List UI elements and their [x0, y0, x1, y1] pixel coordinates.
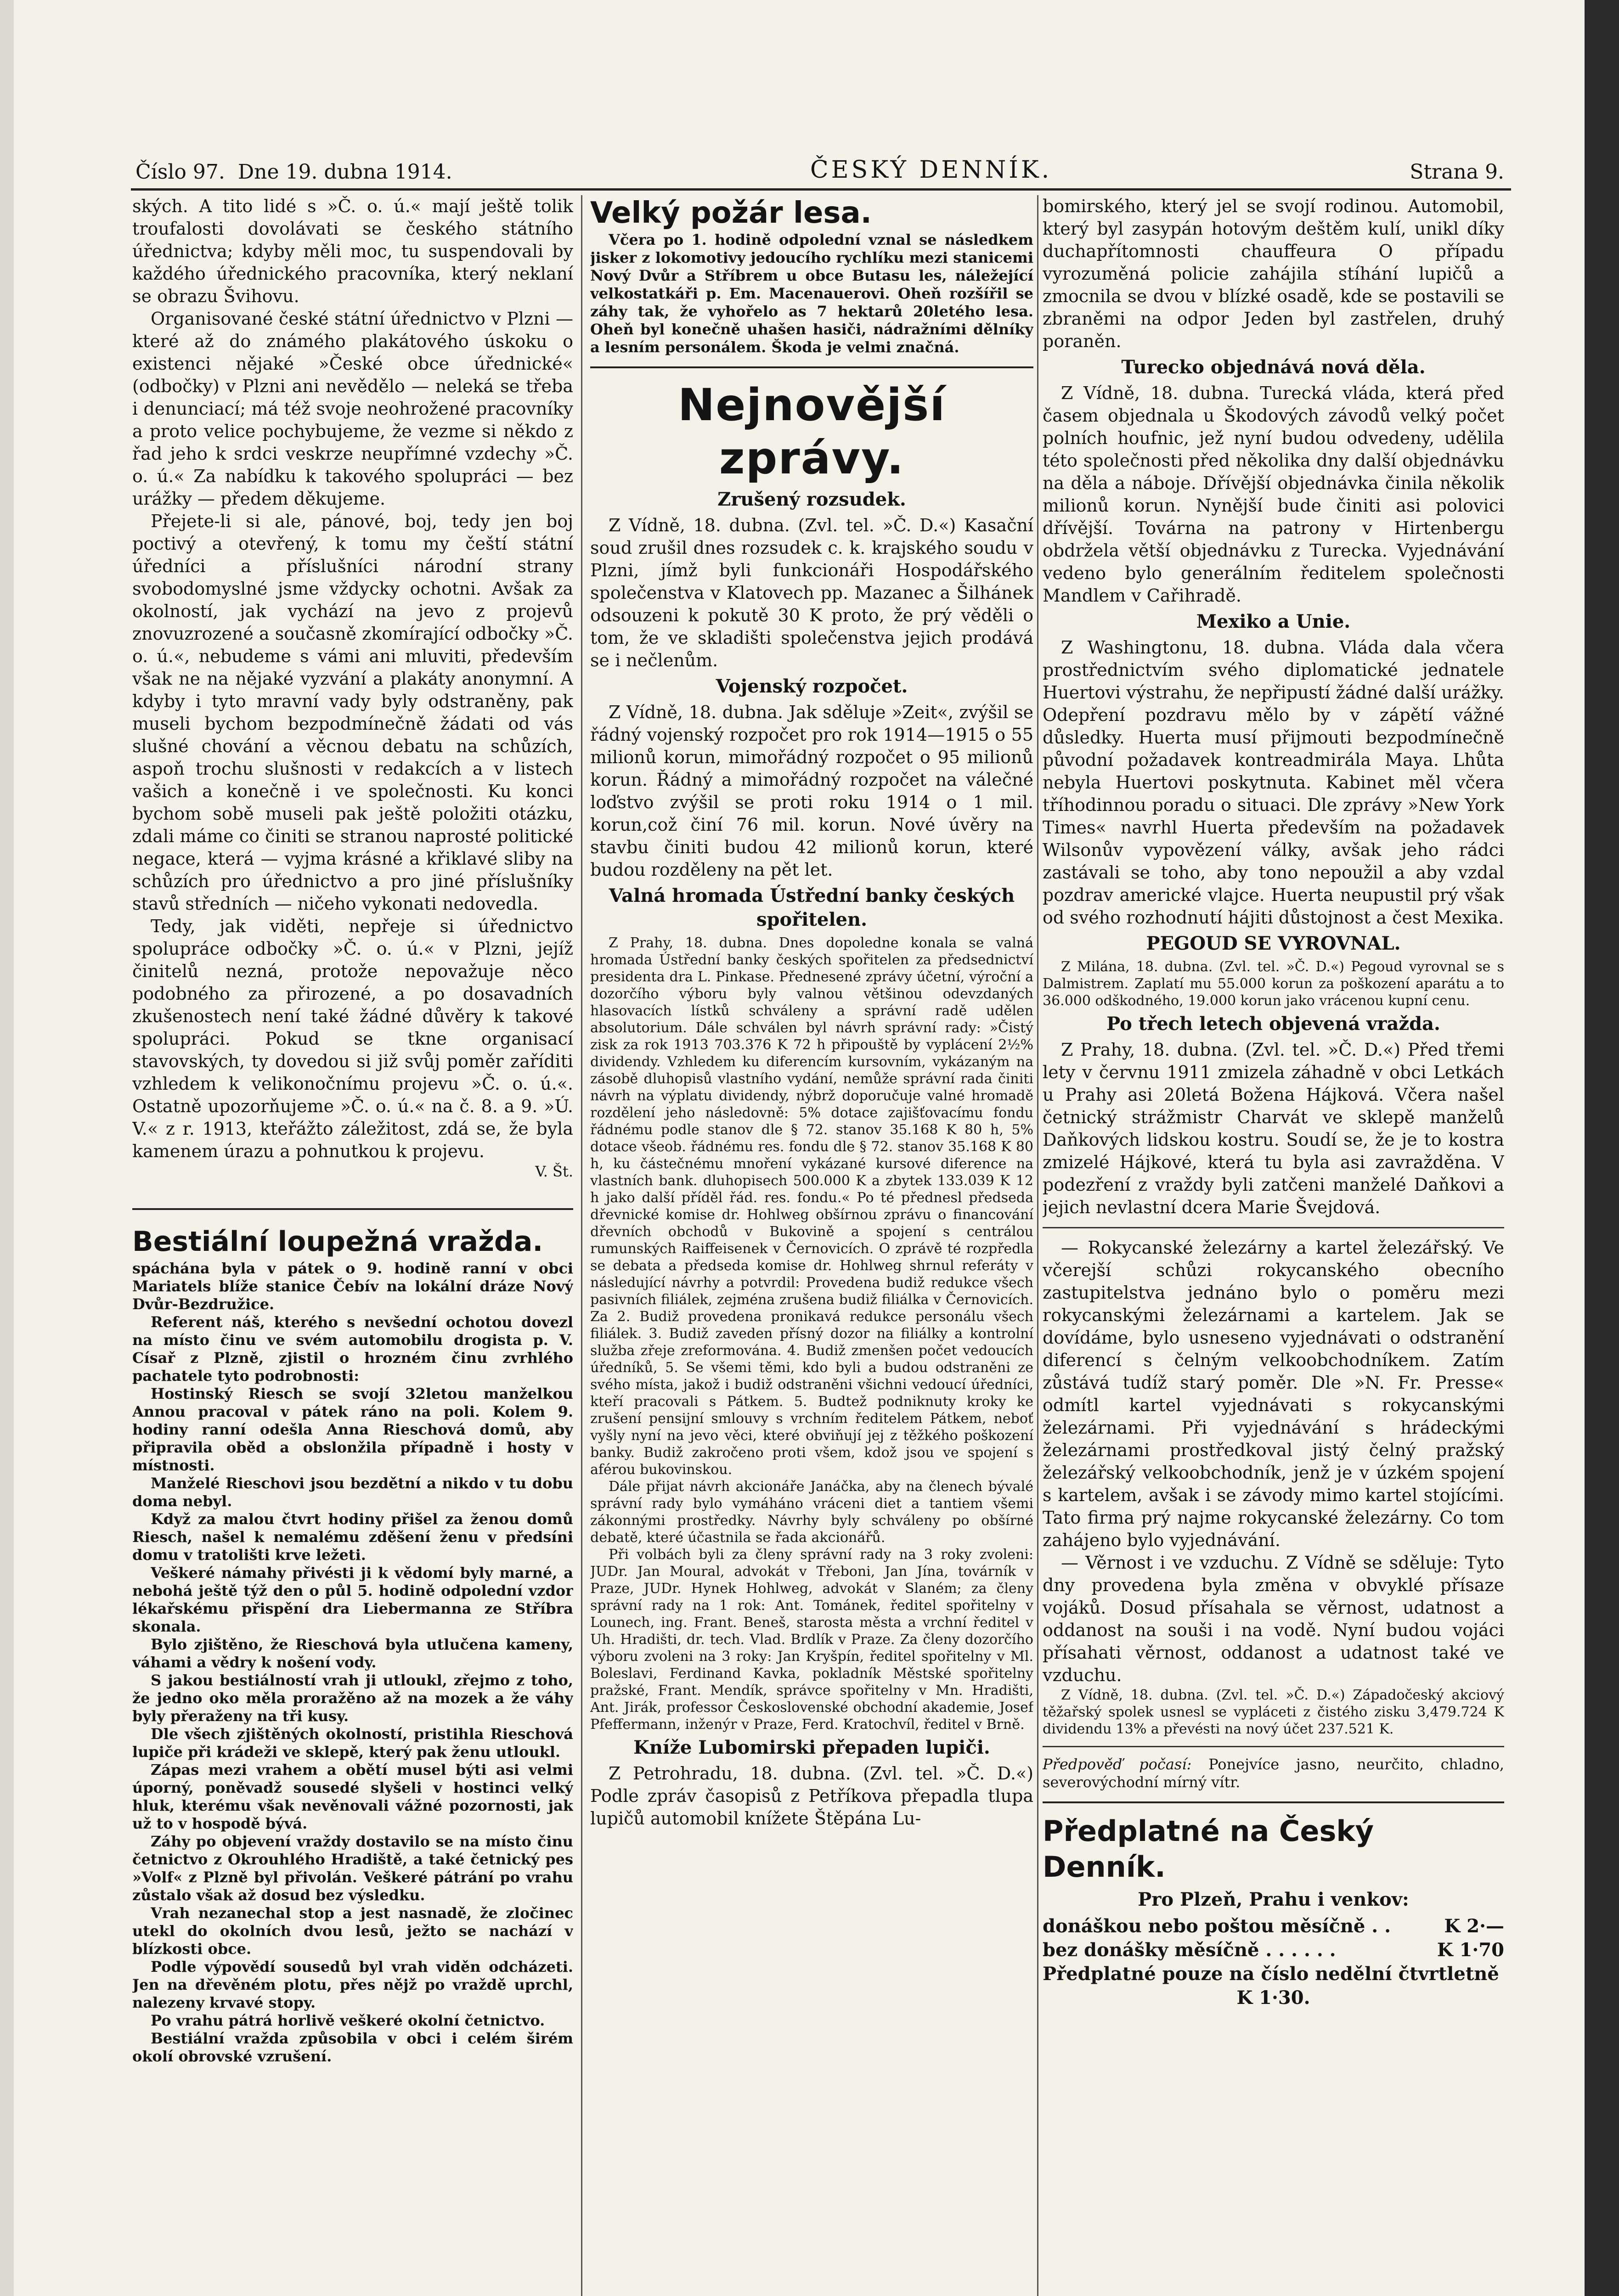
article-paragraph: Když za malou čtvrt hodiny přišel za ženou domů Riesch, našel k nemalému zděšení ženu v předsíni domu v tratolišti krve ležeti.	[132, 1510, 573, 1564]
subscription-price: K 2·—	[1444, 1915, 1504, 1937]
masthead-title: ČESKÝ DENNÍK.	[810, 156, 1052, 184]
subscription-row	[1043, 1914, 1504, 1938]
subhead-court: Zrušený rozsudek.	[717, 489, 906, 510]
article-paragraph: ských. A tito lidé s »Č. o. ú.« mají ještě tolik troufalosti dovolávati se českého státního úřednictva; kdyby měli moc, tu suspendovali by každého úřednického pracovníka, který neklaní se obrazu Švihovu.	[132, 196, 573, 306]
article-paragraph: Z Vídně, 18. dubna. (Zvl. tel. »Č. D.«) Západočeský akciový těžařský spolek usnesl se vypláceti z čistého zisku 3,479.724 K dividendu 13% a převésti na nový účet 237.521 K.	[1043, 1687, 1504, 1737]
section-rule	[132, 1208, 573, 1210]
column-rule-2	[1037, 195, 1038, 2296]
section-rule	[590, 366, 1033, 368]
subscription-where: Pro Plzeň, Prahu i venkov:	[1138, 1889, 1409, 1910]
article-paragraph: Z Prahy, 18. dubna. (Zvl. tel. »Č. D.«) Před třemi lety v červnu 1911 zmizela záhadně v obci Letkách u Prahy asi 20letá Božena Hájková. Včera našel četnický strážmistr Charvát ve sklepě manželů Daňkových lidskou kostru. Soudí se, že je to kostra zmizelé Hájkové, která tu byla asi zavražděna. V podezření z vraždy byli zatčeni manželé Daňkovi a jejich nevlastní dcera Marie Švejdová.	[1043, 1040, 1504, 1217]
article-paragraph: S jakou bestiálností vrah ji utloukl, zřejmo z toho, že jedno oko měla proražěno až na mozek a že váhy byly přeraženy na tři kusy.	[132, 1671, 573, 1725]
subhead-bank-meeting: Valná hromada Ústřední banky českých spořitelen.	[609, 885, 1015, 930]
article-paragraph: Z Prahy, 18. dubna. Dnes dopoledne konala se valná hromada Ústřední banky českých spořitelen za předsednictví presidenta dra L. Pinkase. Přednesené zprávy účetní, výroční a dozorčího výboru byly valnou většinou odevzdaných hlasovacích lístků schváleny a správní radě udělen absolutorium. Dále schválen byl návrh správní rady: »Čistý zisk za rok 1913 703.376 K 72 h připouště by vyplácení 2½% dividendy. Vzhledem ku diferencím kursovním, vykázaným na zásobě dluhopisů vlastního vydání, nemůže správní rada činiti návrh na výplatu dividendy, nýbrž doporučuje valné hromadě rozdělení jeho následovně: 5% dotace zajišťovacímu fondu řádnému podle stanov dle § 72. stanov 35.168 K 80 h, 5% dotace všeob. řádnému res. fondu dle § 72. stanov 35.168 K 80 h, ku částečnému mnoření vykázané kursové diference na vlastních bank. dluhopisech 500.000 K a zbytek 133.039 K 12 h jako další příděl řád. res. fondu.« Po té přednesl předseda dřevnické komise dr. Hohlweg obšírnou zprávu o financování dřevních obchodů v Bukovině a spojení s centrálou rumunských Raiffeisenek v Černovicích. O zprávě té rozpředla se debata a předseda komise dr. Hohlweg shrnul referáty v následující návrhy a potvrdil: Provedena budiž redukce všech pasivních filiálek, zejména zrušena budiž filiálka v Černovicích. Za 2. Budiž provedena pronikavá redukce personálu všech filiálek. 3. Budiž zaveden přísný dozor na filiálky a kontrolní služba zřeje zreformována. 4. Budiž zmenšen počet vedoucích úředníků, 5. Se všemi těmi, kdo byli a budou odstraněni ze svého místa, jakož i budiž odstraněni všichni vedoucí úředníci, kteří pracovali s Pátkem. 5. Budtež podniknuty kroky ke zrušení pensijní smlouvy s vrchním ředitelem Pátkem, neboť vyšly nyní na jevo věci, které obviňují jej z těžkého poškození banky. Budiž zakročeno proti všem, kdož jsou ve spojení s aférou bukovinskou.	[590, 935, 1033, 1478]
article-paragraph: Přejete-li si ale, pánové, boj, tedy jen boj poctivý a otevřený, k tomu my čeští státní úředníci a příslušníci národní strany svobodomyslné jsme vždycky ochotni. Avšak za okolností, jak vychází na jevo z projevů znovuzrozené a současně zkomírající odbočky »Č. o. ú.«, nebudeme s vámi ani mluviti, především však ne na nějaké vyzvání a plakáty anonymní. A kdyby i tyto mravní vady byly odstraněny, pak museli bychom bezpodmínečně žádati od vás slušné chování a věcnou debatu na schůzích, aspoň trochu slušnosti v redakcích a v listech vašich a konečně i ve společnosti. Ku konci bychom sobě museli pak ještě položiti otázku, zdali máme co činiti se stranou naprosté politické negace, která — vyjma krásné a křiklavé sliby na schůzích pro úřednictvo a pro jiné příslušníky stavů středních — ničeho vykonati nedovedla.	[132, 511, 573, 914]
subhead-mexico: Mexiko a Unie.	[1196, 611, 1351, 632]
weather-forecast	[1043, 1756, 1504, 1791]
subscription-price: K 1·70	[1437, 1939, 1504, 1961]
article-paragraph: bomirského, který jel se svojí rodinou. Automobil, který byl zasypán hotovým deštěm kulí, unikl díky duchapřítomnosti chauffeura O případu vyrozuměná policie zahájila stíhání lupičů a zmocnila se dvou v blízké osadě, kde se postavili se zbraněmi na odpor Jeden byl zastřelen, druhý poraněn.	[1043, 196, 1504, 351]
article-paragraph: — Věrnost i ve vzduchu. Z Vídně se sděluje: Tyto dny provedena byla změna v obvyklé přísaze vojáků. Dosud přísahala se věrnost, udatnost a oddanost na souši i na vodě. Nyní budou vojáci přísahati věrnost, oddanost a udatnost také ve vzduchu.	[1043, 1553, 1504, 1685]
headline-bestial-murder: Bestiální loupežná vražda.	[132, 1226, 543, 1258]
column-rule-1	[581, 195, 582, 2296]
subhead-military-budget: Vojenský rozpočet.	[716, 675, 908, 697]
article-paragraph: Po vrahu pátrá horlivě veškeré okolní četnictvo.	[151, 2012, 545, 2029]
article-paragraph: Z Vídně, 18. dubna. Turecká vláda, která před časem objednala u Škodových závodů velký počet polních houfnic, jež nyní budou odvedeny, udělila této společnosti před několika dny další objednávku na děla a náboje. Dřívější objednávka činila několik milionů korun. Nynější bude činiti asi polovici dřívější. Továrna na patrony v Hirtenbergu obdržela větší objednávku z Turecka. Vyjednávání vedeno bylo generálním ředitelem společnosti Mandlem v Cařihradě.	[1043, 383, 1504, 606]
article-paragraph: Hostinský Riesch se svojí 32letou manželkou Annou pracoval v pátek ráno na poli. Kolem 9. hodiny ranní odešla Anna Rieschová domů, aby připravila oběd a obslonžila případně i hosty v místnosti.	[132, 1385, 573, 1474]
subscription-label: donáškou nebo poštou měsíčně . .	[1043, 1915, 1391, 1937]
article-paragraph: Organisované české státní úřednictvo v Plzni — které až do známého plakátového úskoku o existenci nějaké »České obce úřednické« (odbočky) v Plzni ani nevědělo — neleká se třeba i denunciací; má též svoje neohrožené pracovníky a proto velice pochybujeme, že vezme si někdo z řad jeho k srdci veskrze neupřímné vzdechy »Č. o. ú.« Za nabídku k takového spolupráci — bez urážky — předem děkujeme.	[132, 309, 573, 509]
weather-text: Ponejvíce jasno, neurčito, chladno, severovýchodní mírný vítr.	[1043, 1756, 1504, 1791]
article-paragraph: spáchána byla v pátek o 9. hodině ranní v obci Mariatels blíže stanice Čebív na lokální dráze Nový Dvůr-Bezdružice.	[132, 1260, 573, 1313]
article-bestial-murder	[132, 1260, 573, 2065]
headline-subscription: Předplatné na Český Denník.	[1043, 1814, 1374, 1884]
subscription-label: bez donášky měsíčně . . . . . .	[1043, 1939, 1336, 1961]
subhead-murder-found: Po třech letech objevená vražda.	[1106, 1013, 1440, 1035]
article-signature: V. Št.	[535, 1163, 573, 1180]
article-paragraph: Z Milána, 18. dubna. (Zvl. tel. »Č. D.«) Pegoud vyrovnal se s Dalmistrem. Zaplatí mu 55.000 korun za poškození aparátu a to 36.000 odškodného, 19.000 korun jako vrácenou kupní cenu.	[1043, 959, 1504, 1009]
column-3	[1043, 195, 1504, 2296]
article-paragraph: Z Washingtonu, 18. dubna. Vláda dala včera prostřednictvím svého diplomatické jednatele Huertovi výstrahu, že nepřipustí žádné další urážky. Odepření pozdravu mělo by v zápětí vážné důsledky. Huerta musí přijmouti bezpodmínečně původní požadavek kontreadmirála Maya. Lhůta nebyla Huertovi poskytnuta. Kabinet měl včera tříhodinnou poradu o situaci. Dle zprávy »New York Times« navrhl Huerta především na požadavek Wilsonův vypovězení války, avšak jeho rádci zastávali se toho, aby tono nepoužil a aby vzdal pozdrav americké vlajce. Huerta neupustil prý však od svého rozhodnutí hájiti důstojnost a čest Mexika.	[1043, 637, 1504, 928]
weather-label: Předpověď počasí:	[1043, 1756, 1192, 1773]
page-left-edge	[0, 0, 14, 2296]
issue-number: Číslo 97.	[135, 160, 225, 184]
page-number: Strana 9.	[1410, 160, 1504, 184]
article-paragraph: Bestiální vražda způsobila v obci i celém širém okolí obrovské vzrušení.	[132, 2030, 573, 2065]
column-1	[132, 195, 573, 2296]
subhead-pegoud: PEGOUD SE VYROVNAL.	[1146, 933, 1401, 954]
page-header	[135, 152, 1504, 184]
article-paragraph: — Rokycanské železárny a kartel železářský. Ve včerejší schůzi rokycanského obecního zastupitelstva jednáno bylo o poměru mezi rokycanskými železárnami a kartelem. Jak se dovídáme, bylo usneseno vyjednávati o odstranění diferencí s čelným velkoobchodníkem. Zatím zůstává tudíž starý poměr. Dle »N. Fr. Presse« odmítl kartel vyjednávati s rokycanskými železárnami. Při vyjednávání s hrádeckými železárnami prostředkoval jistý čelný pražský železářský velkoobchodník, jenž je v úzkém spojení s kartelem, avšak i se závody mimo kartel stojícími. Tato firma prý najme rokycanské železárny. Co tom zahájeno bylo vyjednávání.	[1043, 1238, 1504, 1550]
article-paragraph: Z Petrohradu, 18. dubna. (Zvl. tel. »Č. D.«) Podle zpráv časopisů z Petříkova přepadla tlupa lupičů automobil knížete Štěpána Lu-	[590, 1763, 1033, 1829]
header-issue-date	[135, 160, 452, 184]
section-rule	[1043, 1801, 1504, 1803]
newspaper-page	[14, 0, 1585, 2296]
article-paragraph: Tedy, jak viděti, nepřeje si úřednictvo spolupráce odbočky »Č. o. ú.« v Plzni, jejíž činitelů nezná, protože nepovažuje něco podobného za přirozené, a po dosavadních zkušenostech není také žádné důvěry k takové spolupráci. Pokud se tkne organisací stavovských, ty dovedou si již svůj poměr zaříditi vzhledem k velikonočnímu projevu »Č. o. ú.«. Ostatně upozorňujeme »Č. o. ú.« na č. 8. a 9. »Ú. V.« z r. 1913, kteřážto záležitost, zdá se, že byla kamenem úrazu a pohnutkou k projevu.	[132, 916, 573, 1161]
section-rule	[1043, 1227, 1504, 1228]
article-paragraph: Manželé Rieschovi jsou bezdětní a nikdo v tu dobu doma nebyl.	[132, 1474, 573, 1510]
issue-date: Dne 19. dubna 1914.	[237, 160, 452, 184]
article-paragraph: Z Vídně, 18. dubna. (Zvl. tel. »Č. D.«) Kasační soud zrušil dnes rozsudek c. k. krajského soudu v Plzni, jímž byli funkcionáři Hospodářského společenstva v Klatovech pp. Mazanec a Šilhánek odsouzeni k pokutě 30 K proto, že prý věděli o tom, že ve skladišti společenstva jejich prodává se i nečlenům.	[590, 515, 1033, 670]
column-2	[590, 195, 1033, 2296]
subhead-turkey: Turecko objednává nová děla.	[1121, 356, 1426, 378]
article-paragraph: Referent náš, kterého s nevšední ochotou dovezl na místo činu ve svém automobilu drogista p. V. Císař z Plzně, zjistil o hrozném činu zvrhlého pachatele tyto podrobnosti:	[132, 1313, 573, 1384]
article-paragraph: Veškeré námahy přivésti ji k vědomí byly marné, a nebohá ještě týž den o půl 5. hodině odpolední vzdor lékařskému přispění dra Liebermanna ze Stříbra skonala.	[132, 1564, 573, 1635]
article-paragraph: Záhy po objevení vraždy dostavilo se na místo činu četnictvo z Okrouhlého Hradiště, a také četnický pes »Volf« z Plzně byl přivolán. Veškeré pátrání po vrahu zůstalo však až dosud bez výsledku.	[132, 1833, 573, 1904]
article-paragraph: Dle všech zjištěných okolností, pristihla Rieschová lupiče při krádeži ve sklepě, který pak ženu utloukl.	[132, 1725, 573, 1761]
article-bank-meeting	[590, 934, 1033, 1733]
article-paragraph: Zápas mezi vrahem a obětí musel býti asi velmi úporný, poněvadž sousedé slyšeli v hostinci velký hluk, kterému však nevěnovali vážné pozornosti, jak už to v hospodě bývá.	[132, 1761, 573, 1832]
subhead-lubomirski: Kníže Lubomirski přepaden lupiči.	[633, 1737, 990, 1758]
article-forest-fire: Včera po 1. hodině odpolední vznal se následkem jisker z lokomotivy jedoucího rychlíku mezi stanicemi Nový Dvůr a Stříbrem u obce Butasu les, náležející velkostatkáři p. Em. Macenauerovi. Oheň rozšířil se záhy tak, že vyhořelo as 7 hektarů 20letého lesa. Oheň byl konečně uhašen hasiči, nádražními dělníky a lesním personálem. Škoda je velmi značná.	[590, 231, 1033, 356]
subscription-row	[1043, 1938, 1504, 1962]
subscription-sunday: Předplatné pouze na číslo nedělní čtvrtletně	[1043, 1963, 1499, 1985]
section-rule	[1043, 1746, 1504, 1747]
subscription-sunday-price: K 1·30.	[1236, 1987, 1310, 2009]
header-rule	[131, 188, 1511, 191]
article-paragraph: Vrah nezanechal stop a jest nasnadě, že zločinec utekl do okolních dvou lesů, ježto se nachází v blízkosti obce.	[132, 1904, 573, 1958]
article-paragraph: Z Vídně, 18. dubna. Jak sděluje »Zeit«, zvýšil se řádný vojenský rozpočet pro rok 1914—1915 o 55 milionů korun, mimořádný rozpočet o 95 milionů korun. Řádný a mimořádný rozpočet na válečné loďstvo zvýšil se proti roku 1914 o 1 mil. korun,což činí 76 mil. korun. Nové úvěry na stavbu činiti budou 42 milionů korun, které budou rozděleny na pět let.	[590, 702, 1033, 880]
headline-forest-fire: Velký požár lesa.	[590, 196, 872, 230]
article-paragraph: Bylo zjištěno, že Rieschová byla utlučena kameny, váhami a vědry k nošení vody.	[132, 1636, 573, 1671]
article-paragraph: Při volbách byli za členy správní rady na 3 roky zvoleni: JUDr. Jan Moural, advokát v Třeboni, Jan Jína, továrník v Praze, JUDr. Hynek Hohlweg, advokát v Slaném; za členy správní rady na 1 rok: Ant. Tománek, ředitel spořitelny v Lounech, ing. Frant. Beneš, starosta města a vrchní ředitel v Uh. Hradišti, dr. tech. Vlad. Brdlík v Praze. Za členy dozorčího výboru zvoleni na 3 roky: Jan Kryšpín, ředitel spořitelny v Ml. Boleslavi, Ferdinand Kavka, pokladník Městské spořitelny pražské, Frant. Mendík, správce spořitelny v Mn. Hradišti, Ant. Jirák, professor Československé obchodní akademie, Josef Pfeffermann, inženýr v Praze, Ferd. Kratochvíl, ředitel v Brně.	[590, 1547, 1033, 1733]
article-paragraph: Podle výpovědí sousedů byl vrah viděn odcházeti. Jen na dřevěném plotu, přes nějž po vraždě uprchl, nalezeny krvavé stopy.	[132, 1958, 573, 2011]
headline-latest-news: Nejnovější zprávy.	[677, 379, 946, 484]
article-paragraph: Dále přijat návrh akcionáře Janáčka, aby na členech bývalé správní rady bylo vymáháno vráceni diet a tantiem všemi zákonnými prostředky. Návrhy byly schváleny po obšírné debatě, které účastnila se řada akcionářů.	[590, 1479, 1033, 1546]
